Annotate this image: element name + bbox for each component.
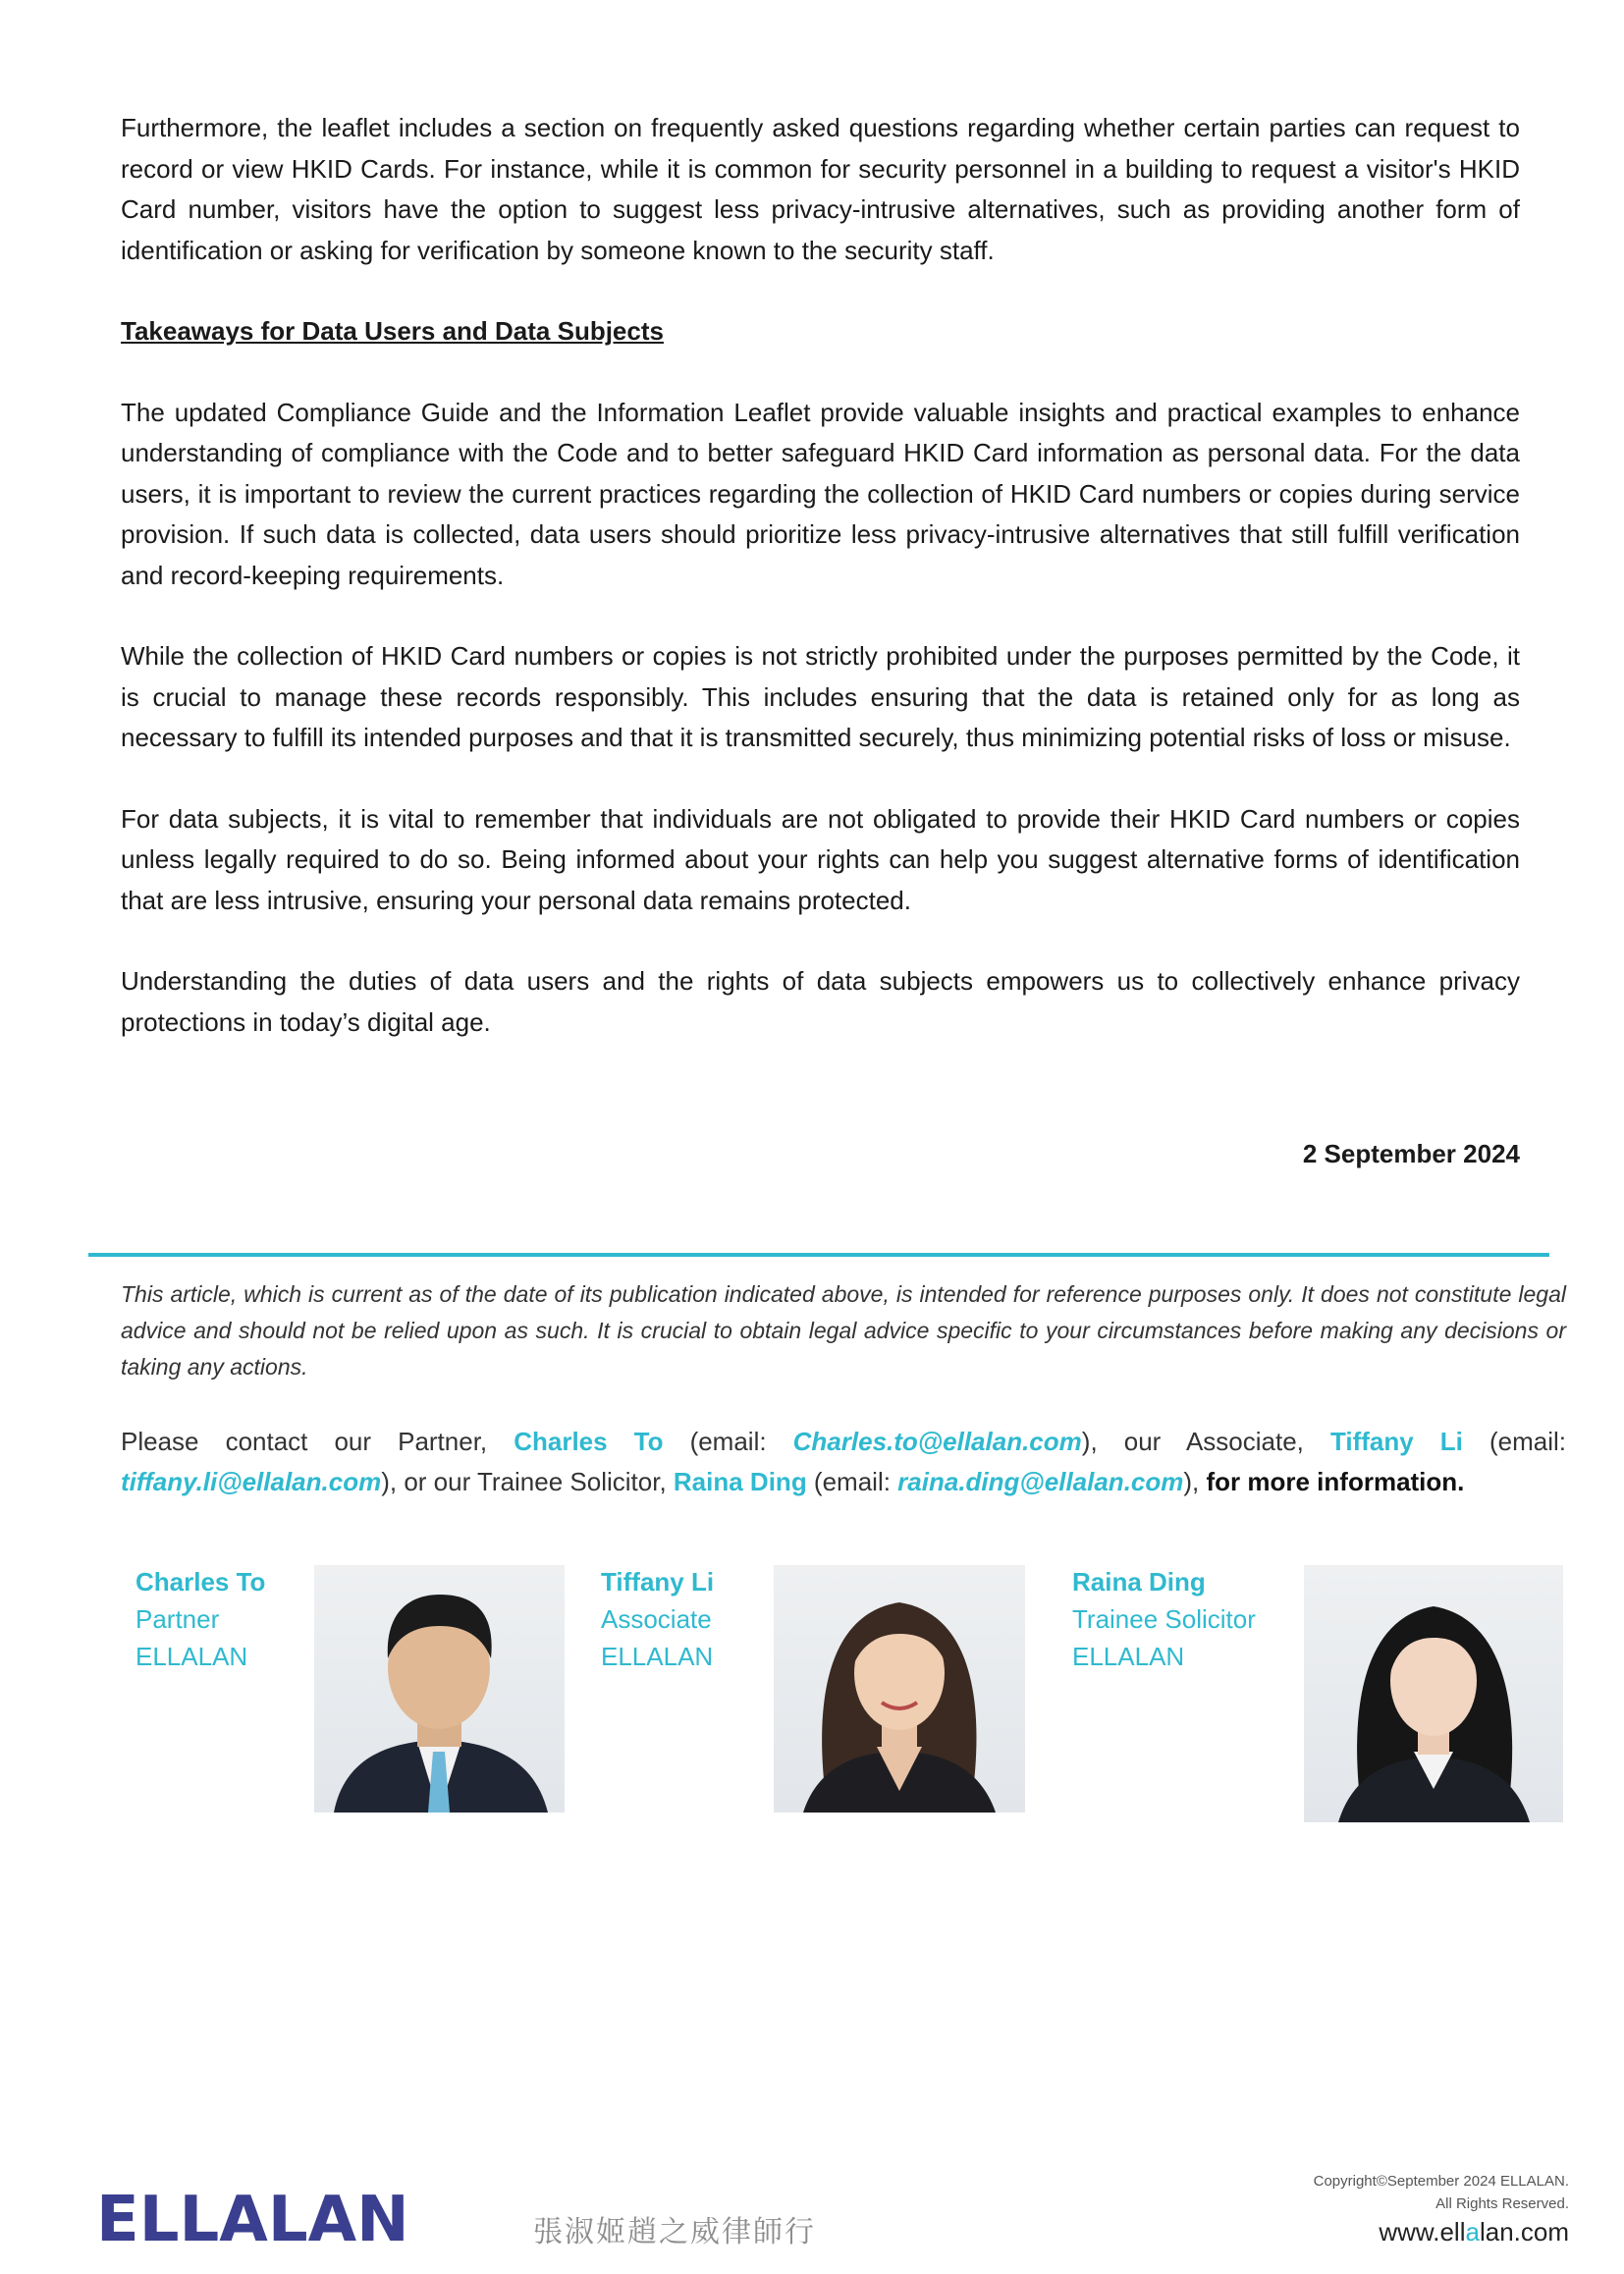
- divider: [88, 1253, 1549, 1257]
- photo-charles: [314, 1565, 565, 1813]
- copyright-line: All Rights Reserved.: [1435, 2195, 1569, 2212]
- paragraph: The updated Compliance Guide and the Information Leaflet provide valuable insights and practical examples to enhance understanding of compliance with the Code and to better safeguard HKID Card information as personal data. For the data users, it is important to review the current practices regarding the collection of HKID Card numbers or copies during service provision. If such data is collected, data users should prioritize less privacy-intrusive alternatives that still fulfill verification and record-keeping requirements.: [121, 397, 1520, 590]
- person-card-charles: [135, 1563, 265, 1675]
- disclaimer: This article, which is current as of the date of its publication indicated above, is intended for reference purposes only. It does not constitute legal advice and should not be relied upon as such. It is crucial to obtain legal advice specific to your circumstances before making any decisions or taking any actions.: [121, 1281, 1566, 1380]
- copyright: [1314, 2170, 1569, 2215]
- firm-chinese-name: 張淑姬趙之威律師行: [533, 2215, 816, 2249]
- contact-text: (email:: [663, 1427, 793, 1456]
- contact-text: (email:: [806, 1467, 898, 1496]
- person-firm: ELLALAN: [1072, 1642, 1185, 1671]
- associate-name: Tiffany Li: [1329, 1427, 1463, 1456]
- partner-name: Charles To: [514, 1427, 664, 1456]
- copyright-line: Copyright©September 2024 ELLALAN.: [1313, 2173, 1569, 2190]
- person-card-tiffany: [601, 1563, 714, 1675]
- person-role: Associate: [601, 1604, 712, 1634]
- person-firm: ELLALAN: [601, 1642, 714, 1671]
- ellalan-logo: [96, 2188, 489, 2248]
- article-body: [121, 108, 1520, 1083]
- site-part: www.ell: [1379, 2217, 1466, 2247]
- contact-text: ),: [1183, 1467, 1207, 1496]
- contact-text: (email:: [1462, 1427, 1566, 1456]
- paragraph: For data subjects, it is vital to remember that individuals are not obligated to provide their HKID Card numbers or copies unless legally required to do so. Being informed about your rights can help you suggest alternative forms of identification that are less intrusive, ensuring your personal data remains protected.: [121, 803, 1520, 915]
- person-name: Tiffany Li: [601, 1567, 715, 1597]
- contact-text: ), or our Trainee Solicitor,: [381, 1467, 674, 1496]
- partner-email-link[interactable]: Charles.to@ellalan.com: [792, 1427, 1082, 1456]
- photo-raina: [1304, 1565, 1563, 1822]
- contact-text: ), our Associate,: [1081, 1427, 1330, 1456]
- trainee-name: Raina Ding: [673, 1467, 807, 1496]
- website-link[interactable]: [1379, 2217, 1569, 2247]
- contact-paragraph: [121, 1422, 1566, 1502]
- site-part: a: [1465, 2217, 1480, 2247]
- trainee-email-link[interactable]: raina.ding@ellalan.com: [897, 1467, 1184, 1496]
- person-role: Partner: [135, 1604, 220, 1634]
- paragraph: Furthermore, the leaflet includes a section on frequently asked questions regarding whether certain parties can request to record or view HKID Cards. For instance, while it is common for security personnel in a building to request a visitor's HKID Card number, visitors have the option to suggest less privacy-intrusive alternatives, such as providing another form of identification or asking for verification by someone known to the security staff.: [121, 113, 1520, 265]
- contact-end: for more information.: [1206, 1467, 1465, 1496]
- publication-date: 2 September 2024: [1302, 1139, 1520, 1168]
- associate-email-link[interactable]: tiffany.li@ellalan.com: [121, 1467, 382, 1496]
- person-name: Charles To: [135, 1567, 266, 1597]
- person-card-raina: [1072, 1563, 1256, 1675]
- logo-text: ELLALAN: [96, 2188, 409, 2248]
- person-firm: ELLALAN: [135, 1642, 248, 1671]
- paragraph: While the collection of HKID Card numbers or copies is not strictly prohibited under the purposes permitted by the Code, it is crucial to manage these records responsibly. This includes ensuring that the data is retained only for as long as necessary to fulfill its intended purposes and that it is transmitted securely, thus minimizing potential risks of loss or misuse.: [121, 641, 1520, 752]
- site-part: lan.com: [1479, 2217, 1569, 2247]
- person-role: Trainee Solicitor: [1072, 1604, 1256, 1634]
- section-heading: Takeaways for Data Users and Data Subjects: [121, 316, 664, 346]
- person-name: Raina Ding: [1072, 1567, 1206, 1597]
- photo-tiffany: [774, 1565, 1025, 1813]
- contact-text: Please contact our Partner,: [121, 1427, 514, 1456]
- paragraph: Understanding the duties of data users and the rights of data subjects empowers us to collectively enhance privacy protections in today’s digital age.: [121, 966, 1520, 1037]
